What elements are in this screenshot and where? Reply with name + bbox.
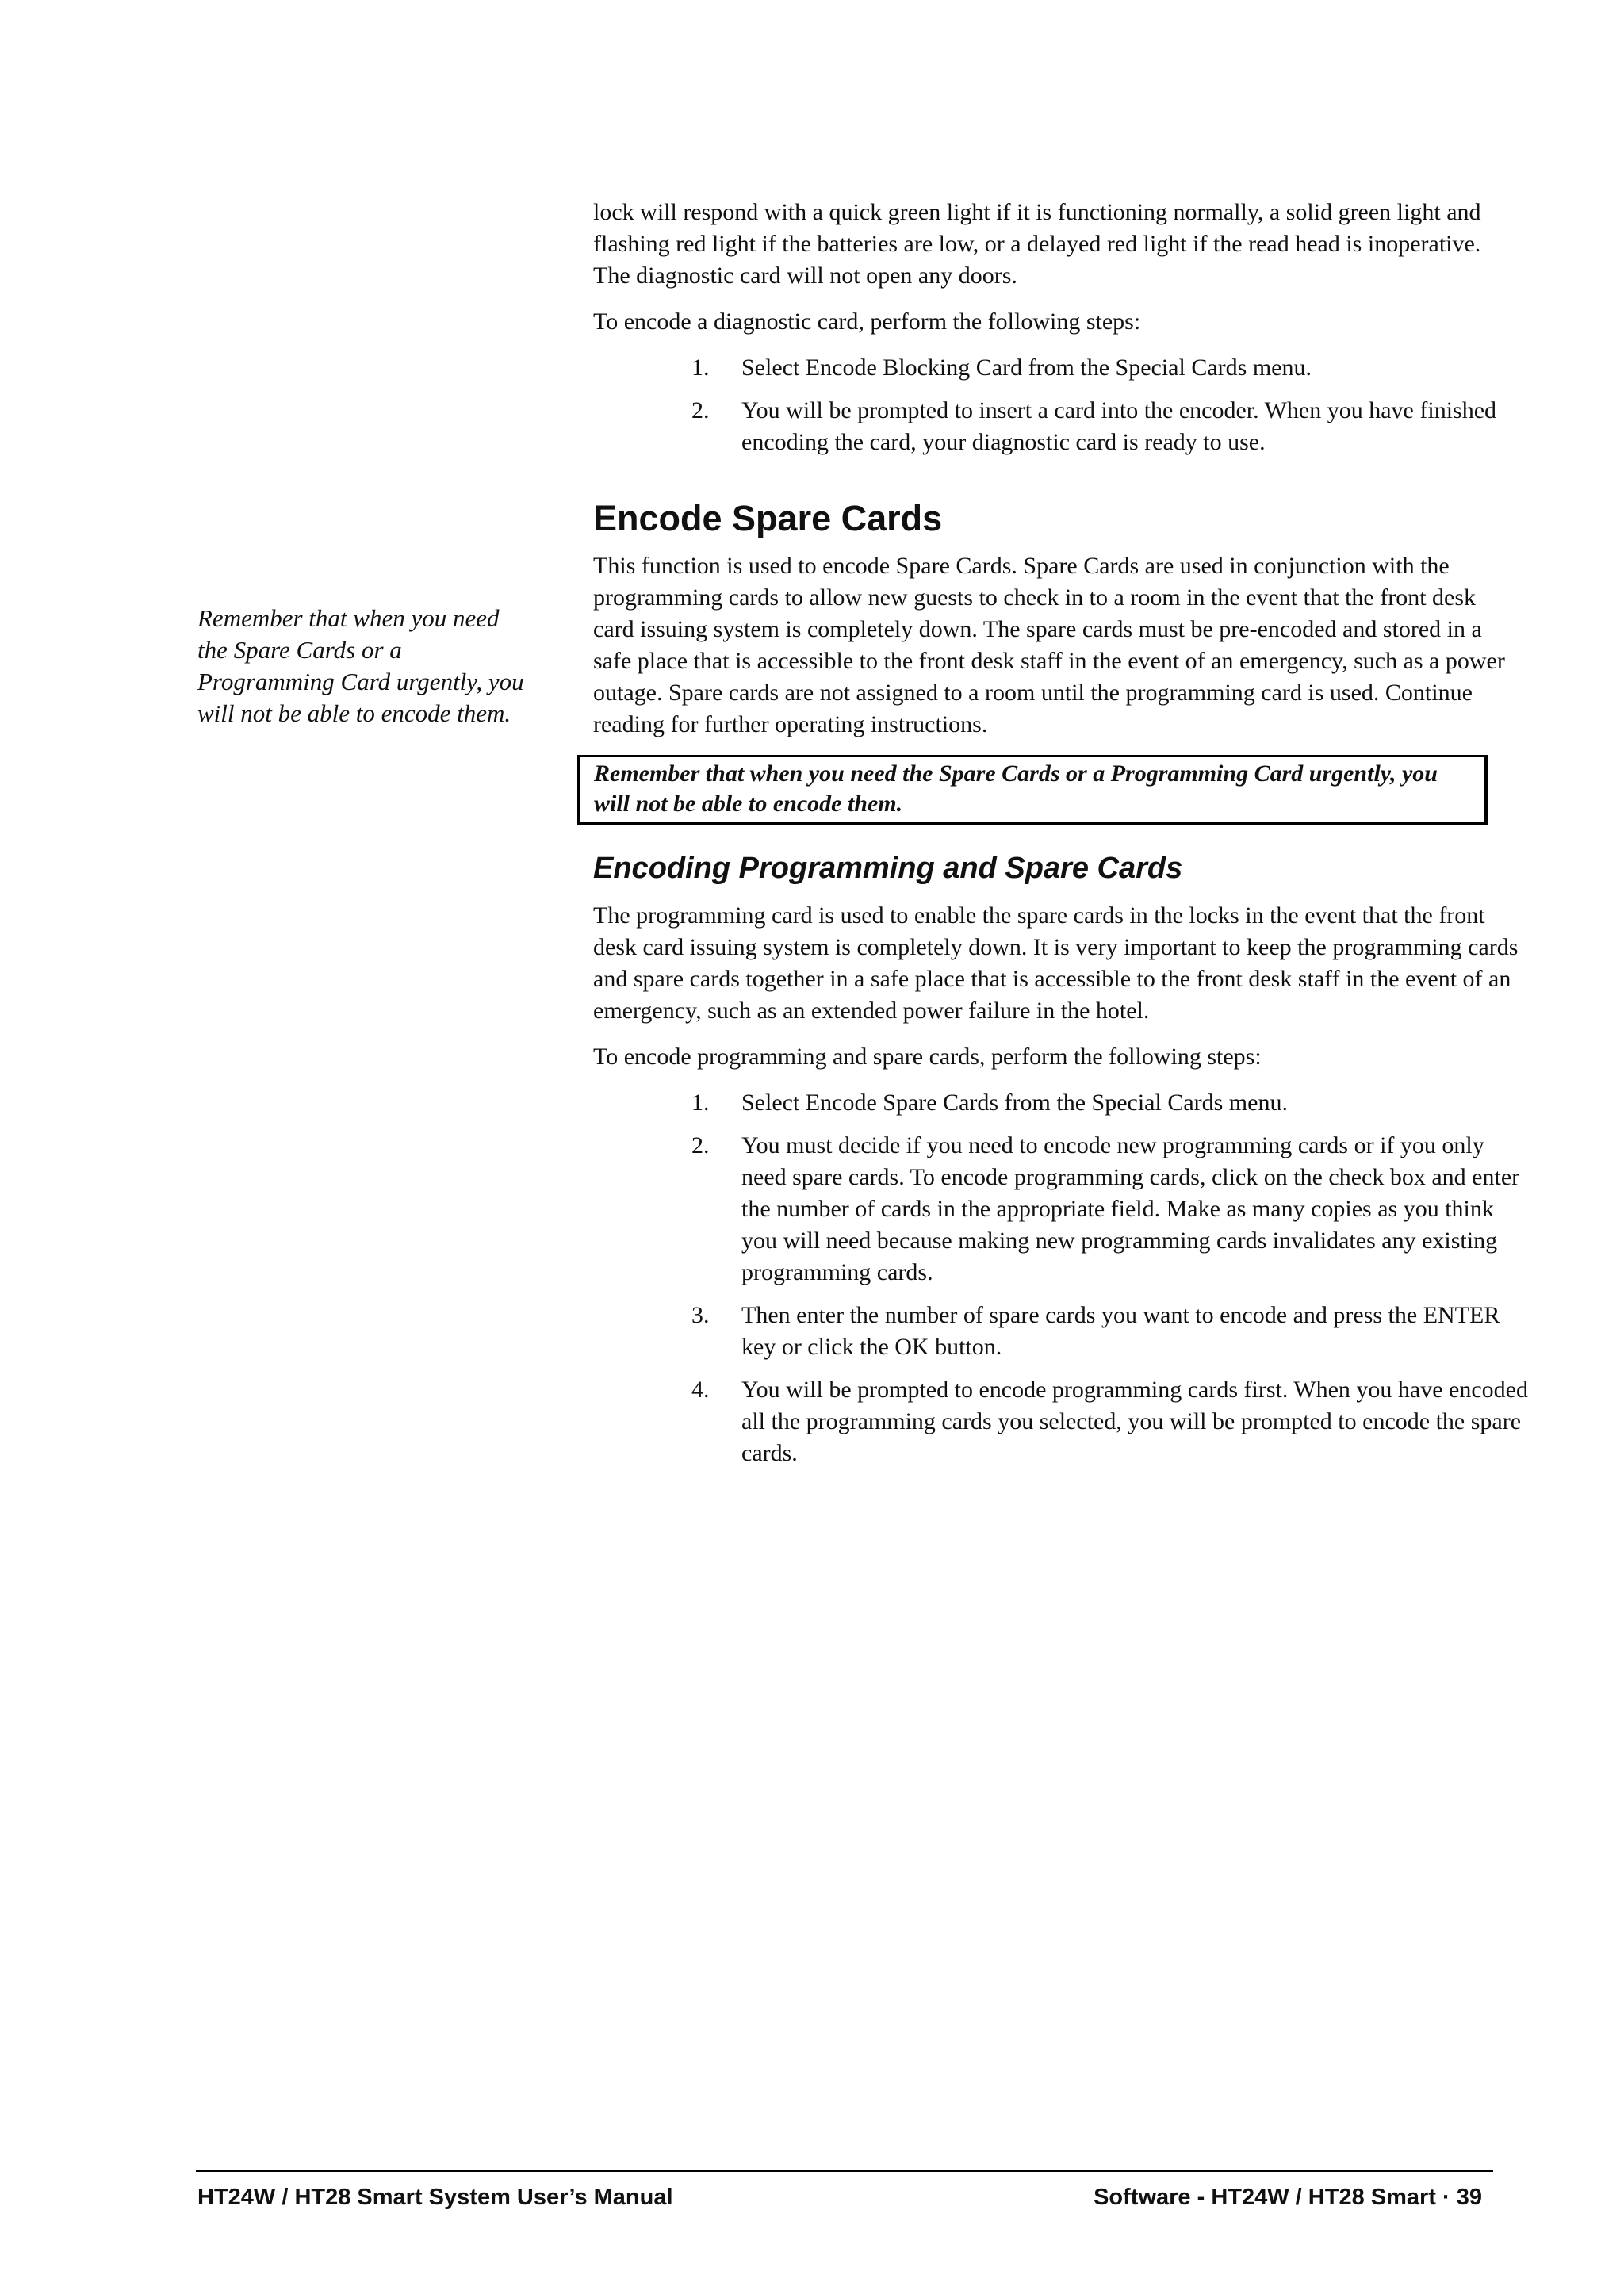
subsection-steps-lead: To encode programming and spare cards, perform the following steps: <box>593 1044 1262 1070</box>
note-text: Remember that when you need the Spare Cards or a Programming Card urgently, you will not be able to encode them. <box>594 760 1438 817</box>
list-item <box>593 1087 1534 1119</box>
section-body: This function is used to encode Spare Cards. Spare Cards are used in conjunction with the programming cards to allow new guests to check in to a room in the event that the front desk card issuing system is completely down. The spare cards must be pre-encoded and stored in a safe place that is accessible to the front desk staff in the event of an emergency, such as a power outage. Spare cards are not assigned to a room until the programming card is used. Continue reading for further operating instructions. <box>593 553 1505 737</box>
intro-steps-lead: To encode a diagnostic card, perform the following steps: <box>593 308 1141 335</box>
note-box <box>577 755 1488 825</box>
step-text: Select Encode Blocking Card from the Special Cards menu. <box>741 354 1312 381</box>
list-item <box>593 1374 1534 1469</box>
footer-manual-title: HT24W / HT28 Smart System User’s Manual <box>197 2185 673 2210</box>
list-item <box>593 1300 1534 1363</box>
spare-cards-steps-list <box>593 1087 1528 1469</box>
subsection-body: The programming card is used to enable the spare cards in the locks in the event that the front desk card issuing system is completely down. It is very important to keep the programming cards and spare cards together in a safe place that is accessible to the front desk staff in the event of an emergency, such as an extended power failure in the hotel. <box>593 902 1519 1024</box>
list-item <box>593 352 1534 384</box>
step-number: 1. <box>691 354 710 381</box>
step-text: You must decide if you need to encode new programming cards or if you only need spare cards. To encode programming cards, click on the check box and enter the number of cards in the appropriate field. Make as many copies as you think you will need because making new programming cards invalidates any existing programming cards. <box>741 1132 1520 1285</box>
step-number: 1. <box>691 1090 710 1116</box>
page-footer <box>196 2170 1493 2210</box>
intro-paragraph: lock will respond with a quick green light if it is functioning normally, a solid green light and flashing red light if the batteries are low, or a delayed red light if the read head is inoperative. The diagnostic card will not open any doors. <box>593 199 1481 289</box>
diagnostic-steps-list <box>593 352 1521 458</box>
list-item <box>593 1130 1534 1289</box>
step-text: Then enter the number of spare cards you want to encode and press the ENTER key or click the OK button. <box>741 1302 1500 1360</box>
step-number: 2. <box>691 397 710 423</box>
section-heading: Encode Spare Cards <box>593 498 943 538</box>
margin-note <box>197 603 530 730</box>
step-number: 3. <box>691 1302 710 1328</box>
step-text: You will be prompted to insert a card into the encoder. When you have finished encoding the card, your diagnostic card is ready to use. <box>741 397 1497 455</box>
step-text: Select Encode Spare Cards from the Special Cards menu. <box>741 1090 1288 1116</box>
step-text: You will be prompted to encode programming cards first. When you have encoded all the programming cards you selected, you will be prompted to encode the spare cards. <box>741 1377 1528 1466</box>
step-number: 4. <box>691 1377 710 1403</box>
subsection-heading: Encoding Programming and Spare Cards <box>593 852 1183 885</box>
list-item <box>593 395 1534 458</box>
margin-note-text: Remember that when you need the Spare Cards or a Programming Card urgently, you will not be able to encode them. <box>197 604 524 727</box>
step-number: 2. <box>691 1132 710 1158</box>
main-column <box>593 197 1528 1484</box>
footer-page-info: Software - HT24W / HT28 Smart · 39 <box>1094 2185 1482 2210</box>
